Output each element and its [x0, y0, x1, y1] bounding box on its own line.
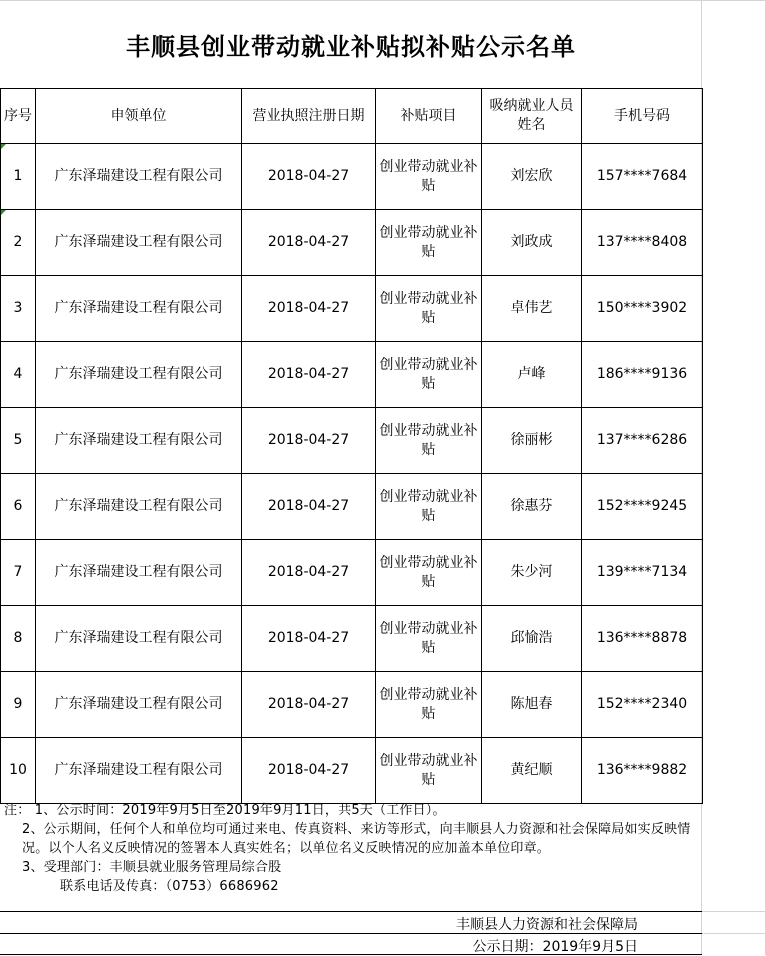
cell-phone[interactable]: 157****7684	[582, 144, 703, 210]
cell-seq[interactable]: 1	[1, 144, 36, 210]
cell-phone[interactable]: 137****8408	[582, 210, 703, 276]
header-person[interactable]: 吸纳就业人员姓名	[482, 89, 582, 144]
cell-person[interactable]: 刘宏欣	[482, 144, 582, 210]
cell-item[interactable]: 创业带动就业补贴	[376, 210, 482, 276]
cell-seq[interactable]: 4	[1, 342, 36, 408]
header-seq[interactable]: 序号	[1, 89, 36, 144]
cell-unit[interactable]: 广东泽瑞建设工程有限公司	[36, 738, 242, 804]
cell-date[interactable]: 2018-04-27	[242, 210, 376, 276]
footer-row-org	[0, 911, 702, 933]
footer-org: 丰顺县人力资源和社会保障局	[456, 917, 638, 933]
divider	[0, 911, 702, 912]
cell-item[interactable]: 创业带动就业补贴	[376, 540, 482, 606]
cell-seq[interactable]: 3	[1, 276, 36, 342]
table-row	[1, 606, 703, 672]
cell-item[interactable]: 创业带动就业补贴	[376, 144, 482, 210]
cell-phone[interactable]: 139****7134	[582, 540, 703, 606]
table-header-row	[1, 89, 703, 144]
table-row	[1, 276, 703, 342]
cell-phone[interactable]: 136****9882	[582, 738, 703, 804]
cell-person[interactable]: 卓伟艺	[482, 276, 582, 342]
cell-item[interactable]: 创业带动就业补贴	[376, 342, 482, 408]
sheet-title: 丰顺县创业带动就业补贴拟补贴公示名单	[126, 32, 576, 61]
gridline	[702, 911, 766, 912]
cell-seq[interactable]: 2	[1, 210, 36, 276]
cell-date[interactable]: 2018-04-27	[242, 144, 376, 210]
cell-unit[interactable]: 广东泽瑞建设工程有限公司	[36, 672, 242, 738]
cell-seq[interactable]: 5	[1, 408, 36, 474]
cell-seq[interactable]: 10	[1, 738, 36, 804]
note-line-3: 3、受理部门：丰顺县就业服务管理局综合股	[22, 860, 282, 875]
table-row	[1, 408, 703, 474]
cell-seq[interactable]: 7	[1, 540, 36, 606]
cell-seq[interactable]: 8	[1, 606, 36, 672]
cell-item[interactable]: 创业带动就业补贴	[376, 738, 482, 804]
cell-date[interactable]: 2018-04-27	[242, 276, 376, 342]
cell-phone[interactable]: 152****2340	[582, 672, 703, 738]
divider	[0, 933, 702, 934]
header-item[interactable]: 补贴项目	[376, 89, 482, 144]
cell-date[interactable]: 2018-04-27	[242, 474, 376, 540]
table-row	[1, 738, 703, 804]
cell-unit[interactable]: 广东泽瑞建设工程有限公司	[36, 144, 242, 210]
gridline	[702, 933, 766, 934]
cell-phone[interactable]: 136****8878	[582, 606, 703, 672]
footer-row-date	[0, 933, 702, 955]
header-date[interactable]: 营业执照注册日期	[242, 89, 376, 144]
cell-date[interactable]: 2018-04-27	[242, 606, 376, 672]
cell-person[interactable]: 卢峰	[482, 342, 582, 408]
cell-unit[interactable]: 广东泽瑞建设工程有限公司	[36, 276, 242, 342]
cell-person[interactable]: 朱少河	[482, 540, 582, 606]
cell-seq[interactable]: 9	[1, 672, 36, 738]
table-row	[1, 210, 703, 276]
cell-person[interactable]: 徐丽彬	[482, 408, 582, 474]
cell-person[interactable]: 黄纪顺	[482, 738, 582, 804]
cell-person[interactable]: 陈旭春	[482, 672, 582, 738]
cell-person[interactable]: 徐惠芬	[482, 474, 582, 540]
cell-unit[interactable]: 广东泽瑞建设工程有限公司	[36, 210, 242, 276]
note-line-1: 注： 1、公示时间：2019年9月5日至2019年9月11日，共5天（工作日）。	[4, 803, 446, 818]
header-unit[interactable]: 申领单位	[36, 89, 242, 144]
cell-person[interactable]: 邱愉浩	[482, 606, 582, 672]
cell-unit[interactable]: 广东泽瑞建设工程有限公司	[36, 408, 242, 474]
table-row	[1, 540, 703, 606]
cell-item[interactable]: 创业带动就业补贴	[376, 606, 482, 672]
cell-phone[interactable]: 137****6286	[582, 408, 703, 474]
cell-item[interactable]: 创业带动就业补贴	[376, 276, 482, 342]
cell-item[interactable]: 创业带动就业补贴	[376, 408, 482, 474]
cell-phone[interactable]: 150****3902	[582, 276, 703, 342]
cell-date[interactable]: 2018-04-27	[242, 540, 376, 606]
table-row	[1, 144, 703, 210]
table-row	[1, 342, 703, 408]
cell-date[interactable]: 2018-04-27	[242, 738, 376, 804]
table-row	[1, 672, 703, 738]
cell-seq[interactable]: 6	[1, 474, 36, 540]
cell-date[interactable]: 2018-04-27	[242, 342, 376, 408]
cell-phone[interactable]: 186****9136	[582, 342, 703, 408]
cell-unit[interactable]: 广东泽瑞建设工程有限公司	[36, 540, 242, 606]
cell-date[interactable]: 2018-04-27	[242, 672, 376, 738]
cell-date[interactable]: 2018-04-27	[242, 408, 376, 474]
footer-date: 公示日期：2019年9月5日	[472, 939, 638, 955]
cell-unit[interactable]: 广东泽瑞建设工程有限公司	[36, 606, 242, 672]
cell-item[interactable]: 创业带动就业补贴	[376, 672, 482, 738]
cell-phone[interactable]: 152****9245	[582, 474, 703, 540]
note-line-2: 2、公示期间，任何个人和单位均可通过来电、传真资料、来访等形式，向丰顺县人力资源和社会保障局如实反映情况。以个人名义反映情况的签署本人真实姓名；以单位名义反映情况的应加盖本单位印章。	[22, 822, 691, 856]
cell-person[interactable]: 刘政成	[482, 210, 582, 276]
cell-unit[interactable]: 广东泽瑞建设工程有限公司	[36, 342, 242, 408]
header-phone[interactable]: 手机号码	[582, 89, 703, 144]
cell-unit[interactable]: 广东泽瑞建设工程有限公司	[36, 474, 242, 540]
notes-block	[4, 801, 698, 896]
table-row	[1, 474, 703, 540]
subsidy-table	[0, 88, 703, 804]
note-line-4: 联系电话及传真：（0753）6686962	[60, 879, 279, 894]
cell-comment-marker	[1, 210, 6, 215]
cell-item[interactable]: 创业带动就业补贴	[376, 474, 482, 540]
cell-comment-marker	[1, 144, 6, 149]
